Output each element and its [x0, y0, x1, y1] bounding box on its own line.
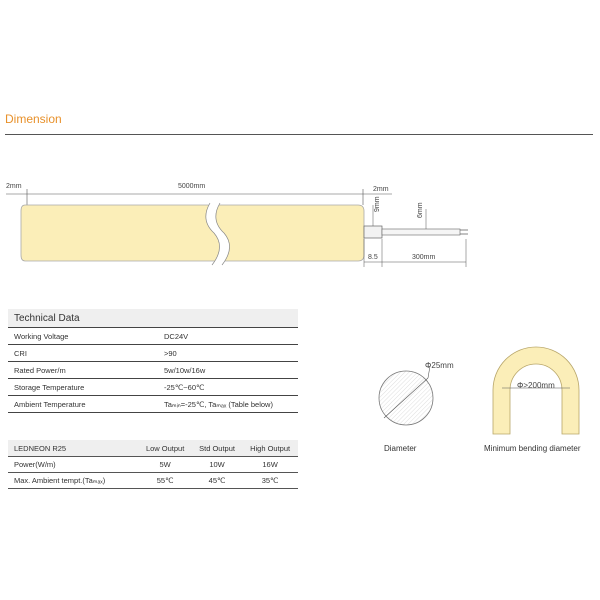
output-table [8, 440, 298, 489]
table-cell: Power(W/m) [8, 457, 138, 473]
column-header: High Output [242, 440, 298, 457]
technical-data-title: Technical Data [8, 309, 298, 328]
cable-length-dimension: 300mm [412, 254, 436, 261]
table-cell: 45℃ [192, 473, 242, 489]
strip-body [21, 205, 364, 261]
strip-dimension-drawing [0, 175, 600, 270]
bending-caption: Minimum bending diameter [484, 444, 581, 453]
spec-label: Rated Power/m [8, 362, 158, 379]
diameter-label: Φ25mm [425, 361, 454, 370]
spec-value: -25℃~60℃ [158, 379, 298, 396]
bending-label: Φ>200mm [517, 381, 555, 390]
column-header: Low Output [138, 440, 192, 457]
technical-data-table [8, 309, 298, 413]
table-row [8, 379, 298, 396]
table-row [8, 362, 298, 379]
right-cap-dimension: 2mm [373, 186, 389, 193]
spec-label: Ambient Temperature [8, 396, 158, 413]
table-cell: 55℃ [138, 473, 192, 489]
end-cap-connector [364, 226, 382, 238]
diameter-figure [370, 360, 450, 430]
left-cap-dimension: 2mm [6, 183, 22, 190]
title-divider [5, 134, 593, 135]
table-cell: 5W [138, 457, 192, 473]
column-header: Std Output [192, 440, 242, 457]
table-cell: Max. Ambient tempt.(Taₘₐₓ) [8, 473, 138, 489]
table-cell: 10W [192, 457, 242, 473]
spec-value: >90 [158, 345, 298, 362]
connector-dimension: 8.5 [368, 254, 378, 261]
bent-strip [493, 347, 579, 434]
table-row [8, 345, 298, 362]
cable [382, 229, 460, 235]
spec-label: CRI [8, 345, 158, 362]
table-row [8, 396, 298, 413]
spec-value: 5w/10w/16w [158, 362, 298, 379]
height-dimension: 9mm [374, 196, 381, 212]
table-row [8, 473, 298, 489]
length-dimension: 5000mm [178, 183, 206, 190]
spec-label: Storage Temperature [8, 379, 158, 396]
table-row [8, 328, 298, 345]
table-row [8, 457, 298, 473]
table-cell: 16W [242, 457, 298, 473]
spec-value: DC24V [158, 328, 298, 345]
section-title: Dimension [5, 112, 62, 126]
output-header-row [8, 440, 298, 457]
table-cell: 35℃ [242, 473, 298, 489]
diameter-caption: Diameter [384, 444, 417, 453]
cable-diameter-dimension: 6mm [417, 202, 424, 218]
column-header: LEDNEON R25 [8, 440, 138, 457]
spec-value: Taₘᵢₙ=-25℃, Taₘₐₓ (Table below) [158, 396, 298, 413]
neon-strip [21, 203, 364, 265]
spec-label: Working Voltage [8, 328, 158, 345]
technical-data-header-row [8, 309, 298, 328]
